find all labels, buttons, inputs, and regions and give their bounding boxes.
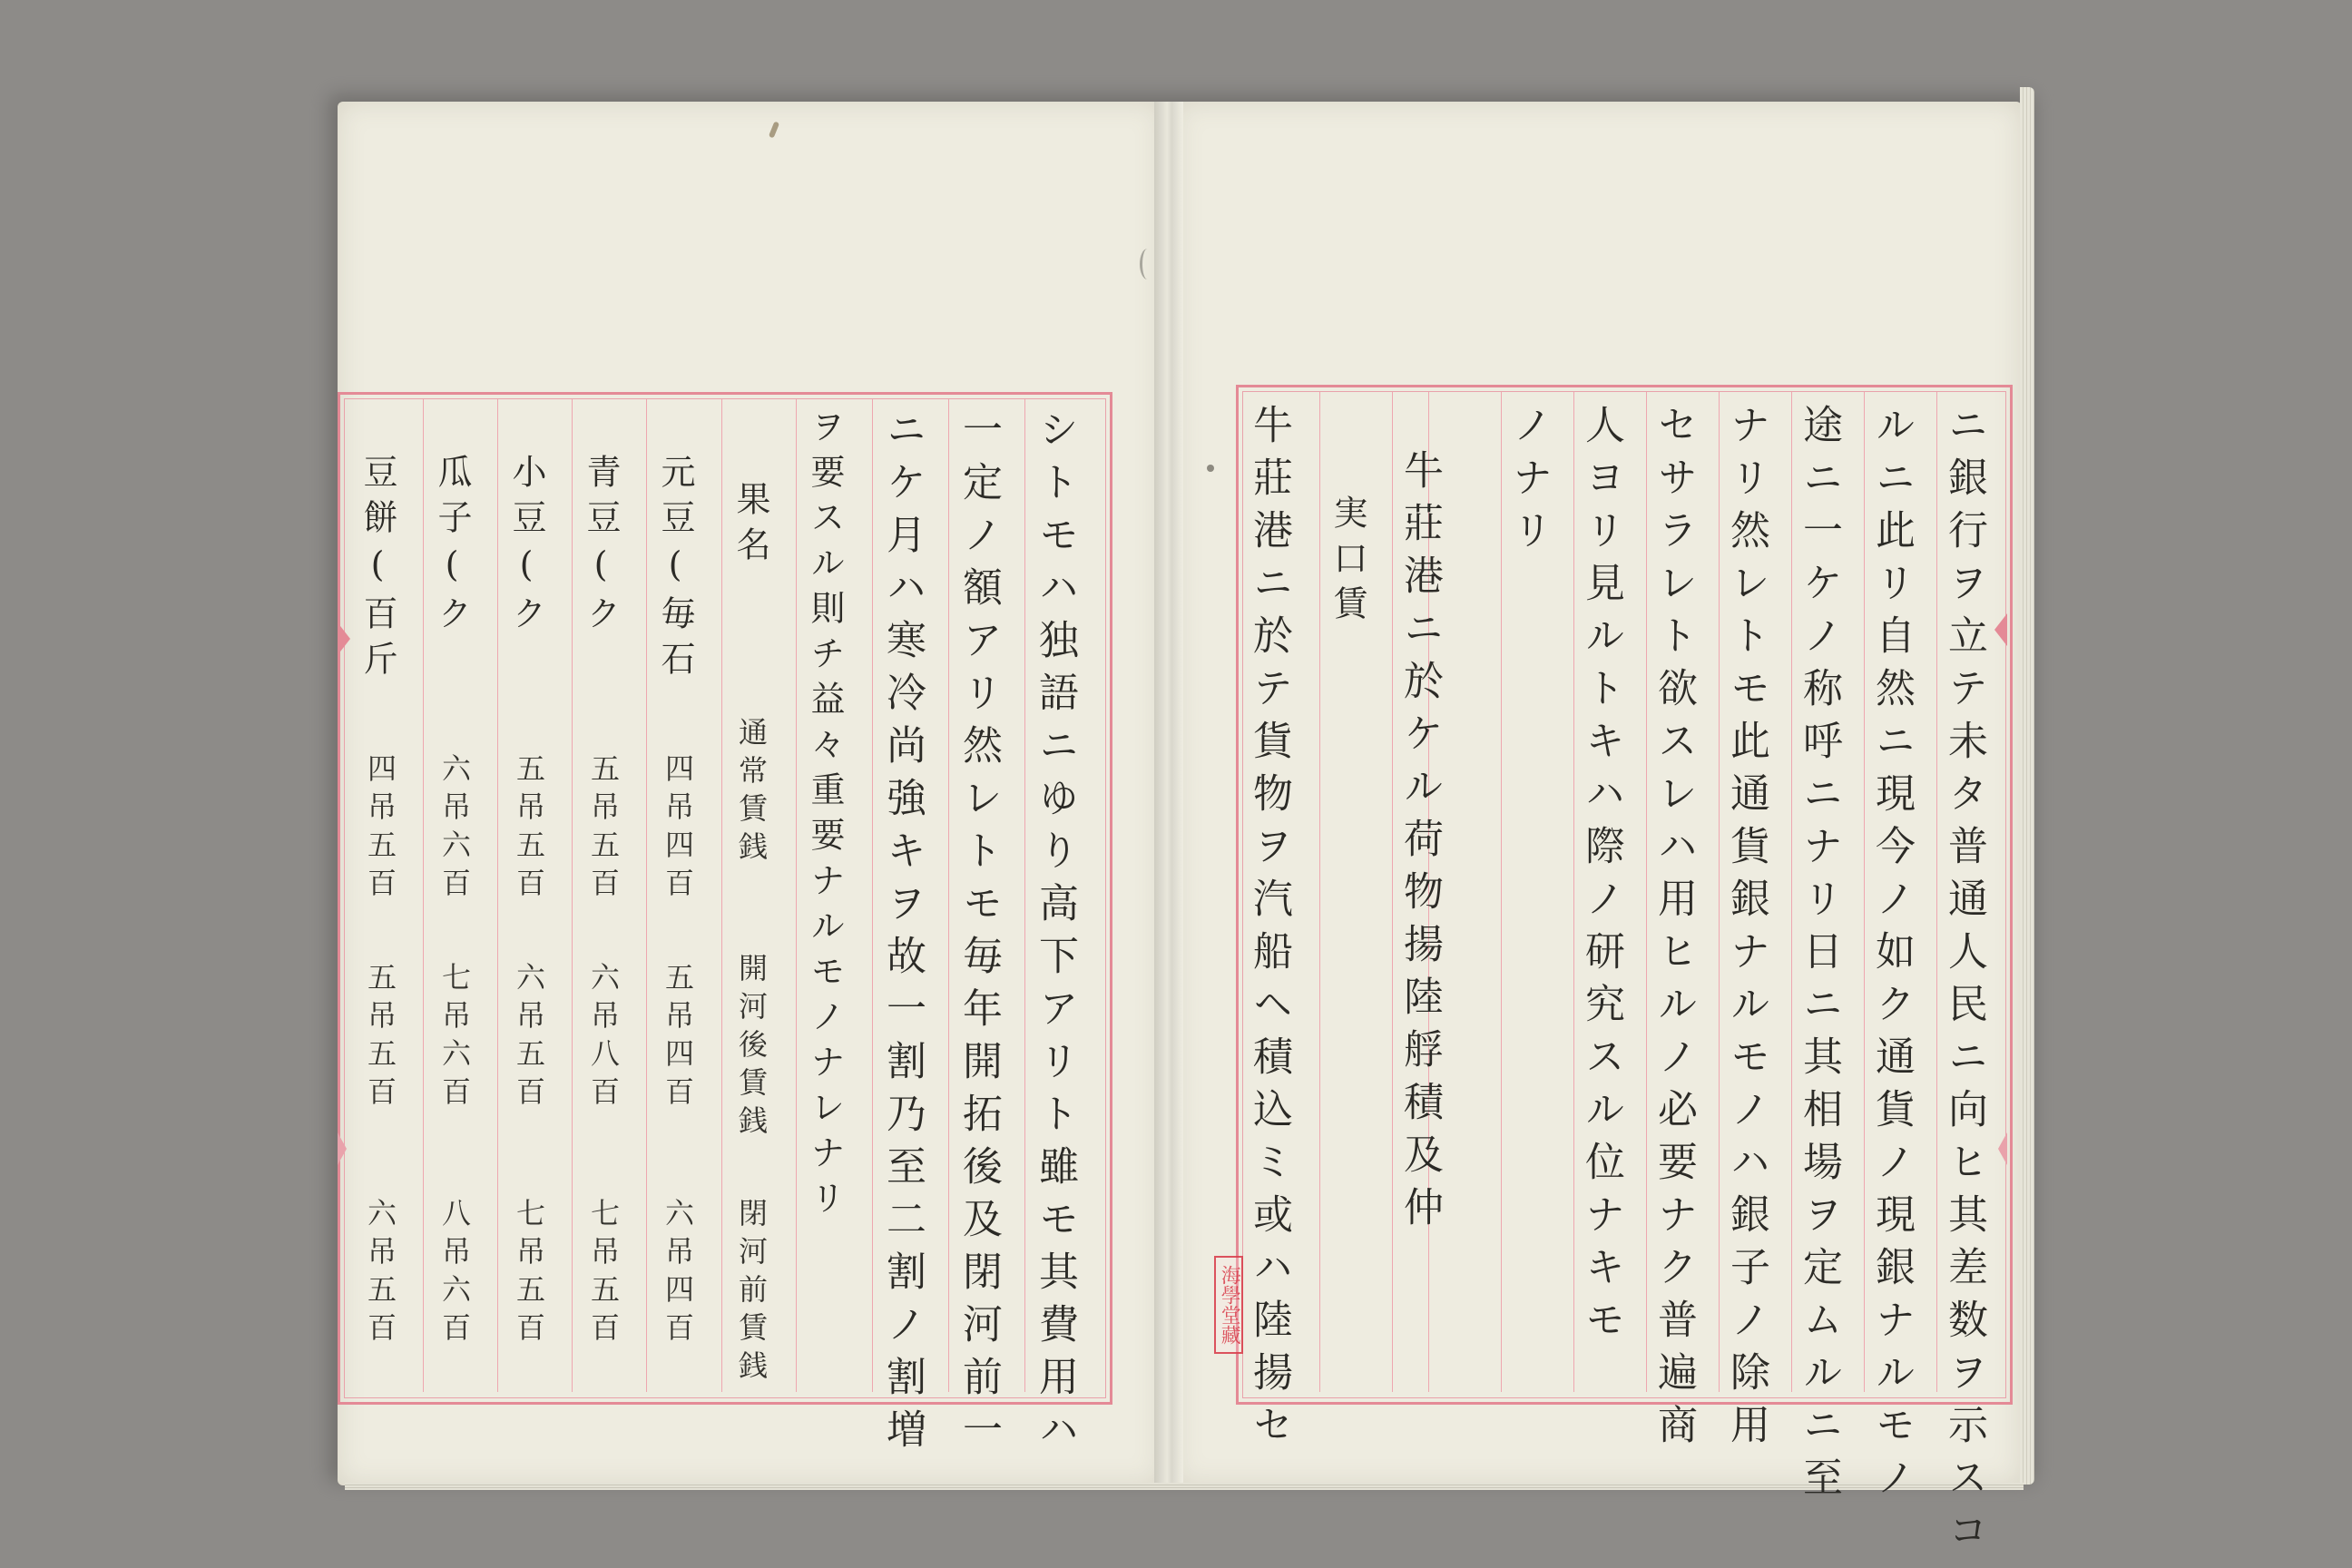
right-text-column-1: ニ銀行ヲ立テ未タ普通人民ニ向ヒ其差数ヲ示スコ bbox=[1941, 404, 1987, 1562]
left-col-rule bbox=[1024, 399, 1025, 1392]
left-col-rule bbox=[497, 399, 498, 1392]
item-name-1: 元豆(毎石 bbox=[655, 454, 695, 686]
left-text-column-1: シトモハ独語ニゆり高下アリト雖モ其費用ハ bbox=[1032, 408, 1078, 1461]
left-frame-tab-lower bbox=[338, 1132, 347, 1165]
price-after-open-3: 六吊五百 bbox=[512, 962, 546, 1114]
paper-dot bbox=[1207, 465, 1214, 472]
left-text-column-2: 一定ノ額アリ然レトモ毎年開拓後及閉河前一 bbox=[956, 408, 1002, 1461]
price-regular-2: 五吊五百 bbox=[586, 753, 621, 906]
price-regular-3: 五吊五百 bbox=[512, 753, 546, 906]
left-col-rule bbox=[721, 399, 722, 1392]
pencil-mark bbox=[1140, 249, 1155, 279]
table-header-after-open: 開河後賃銭 bbox=[734, 953, 769, 1143]
right-col-rule bbox=[1573, 392, 1574, 1392]
right-frame-tab-lower bbox=[1998, 1132, 2007, 1165]
right-col-rule bbox=[1392, 392, 1393, 1392]
page-edges bbox=[2020, 87, 2034, 1485]
item-name-4: 瓜子(ク bbox=[432, 454, 472, 641]
right-col-rule bbox=[1936, 392, 1937, 1392]
price-regular-4: 六吊六百 bbox=[437, 753, 472, 906]
price-before-close-3: 七吊五百 bbox=[512, 1198, 546, 1350]
price-before-close-1: 六吊四百 bbox=[661, 1198, 695, 1350]
table-header-item: 果名 bbox=[730, 481, 770, 572]
right-col-rule bbox=[1319, 392, 1320, 1392]
right-text-column-7: ノナリ bbox=[1505, 404, 1552, 562]
item-name-2: 青豆(ク bbox=[581, 454, 621, 641]
right-text-column-2: ルニ此リ自然ニ現今ノ如ク通貨ノ現銀ナルモノ bbox=[1868, 404, 1915, 1509]
right-col-rule bbox=[1864, 392, 1865, 1392]
right-text-column-last: 牛莊港ニ於テ貨物ヲ汽船ヘ積込ミ或ハ陸揚セ bbox=[1246, 404, 1292, 1456]
left-text-column-4: ヲ要スル則チ益々重要ナルモノナレナリ bbox=[805, 408, 845, 1225]
library-seal: 海學堂藏 bbox=[1214, 1256, 1243, 1354]
item-name-3: 小豆(ク bbox=[506, 454, 546, 641]
table-header-before-close: 閉河前賃銭 bbox=[734, 1198, 769, 1388]
price-regular-1: 四吊四百 bbox=[661, 753, 695, 906]
left-col-rule bbox=[872, 399, 873, 1392]
price-before-close-5: 六吊五百 bbox=[363, 1198, 397, 1350]
left-col-rule bbox=[572, 399, 573, 1392]
right-col-rule bbox=[1501, 392, 1502, 1392]
price-after-open-5: 五吊五百 bbox=[363, 962, 397, 1114]
table-header-regular: 通常賃銭 bbox=[734, 717, 769, 869]
left-col-rule bbox=[423, 399, 424, 1392]
left-col-rule bbox=[646, 399, 647, 1392]
price-before-close-2: 七吊五百 bbox=[586, 1198, 621, 1350]
right-text-column-4: ナリ然レトモ此通貨銀ナルモノハ銀子ノ除用 bbox=[1723, 404, 1769, 1456]
page-bottom-edges bbox=[345, 1483, 2024, 1490]
price-after-open-1: 五吊四百 bbox=[661, 962, 695, 1114]
right-col-rule bbox=[1791, 392, 1792, 1392]
left-col-rule bbox=[796, 399, 797, 1392]
price-after-open-4: 七吊六百 bbox=[437, 962, 472, 1114]
left-frame-tab bbox=[338, 622, 350, 655]
right-text-column-5: セサラレト欲スレハ用ヒルノ必要ナク普遍商 bbox=[1651, 404, 1697, 1456]
left-text-column-3: ニケ月ハ寒冷尚強キヲ故一割乃至二割ノ割増 bbox=[879, 408, 926, 1461]
left-col-rule bbox=[948, 399, 949, 1392]
right-heading-line-2: 実口賃 bbox=[1328, 495, 1367, 631]
right-text-column-6: 人ヨリ見ルトキハ際ノ研究スル位ナキモ bbox=[1578, 404, 1624, 1351]
price-before-close-4: 八吊六百 bbox=[437, 1198, 472, 1350]
right-frame-tab bbox=[1994, 613, 2007, 646]
item-name-5: 豆餅(百斤 bbox=[358, 454, 397, 686]
right-text-column-3: 途ニ一ケノ称呼ニナリ日ニ其相場ヲ定ムルニ至 bbox=[1796, 404, 1842, 1509]
price-after-open-2: 六吊八百 bbox=[586, 962, 621, 1114]
price-regular-5: 四吊五百 bbox=[363, 753, 397, 906]
right-col-rule bbox=[1646, 392, 1647, 1392]
book-spine bbox=[1154, 102, 1183, 1485]
right-heading-line-1: 牛莊港ニ於ケル荷物揚陸艀積及仲 bbox=[1396, 449, 1443, 1239]
right-col-rule bbox=[1719, 392, 1720, 1392]
